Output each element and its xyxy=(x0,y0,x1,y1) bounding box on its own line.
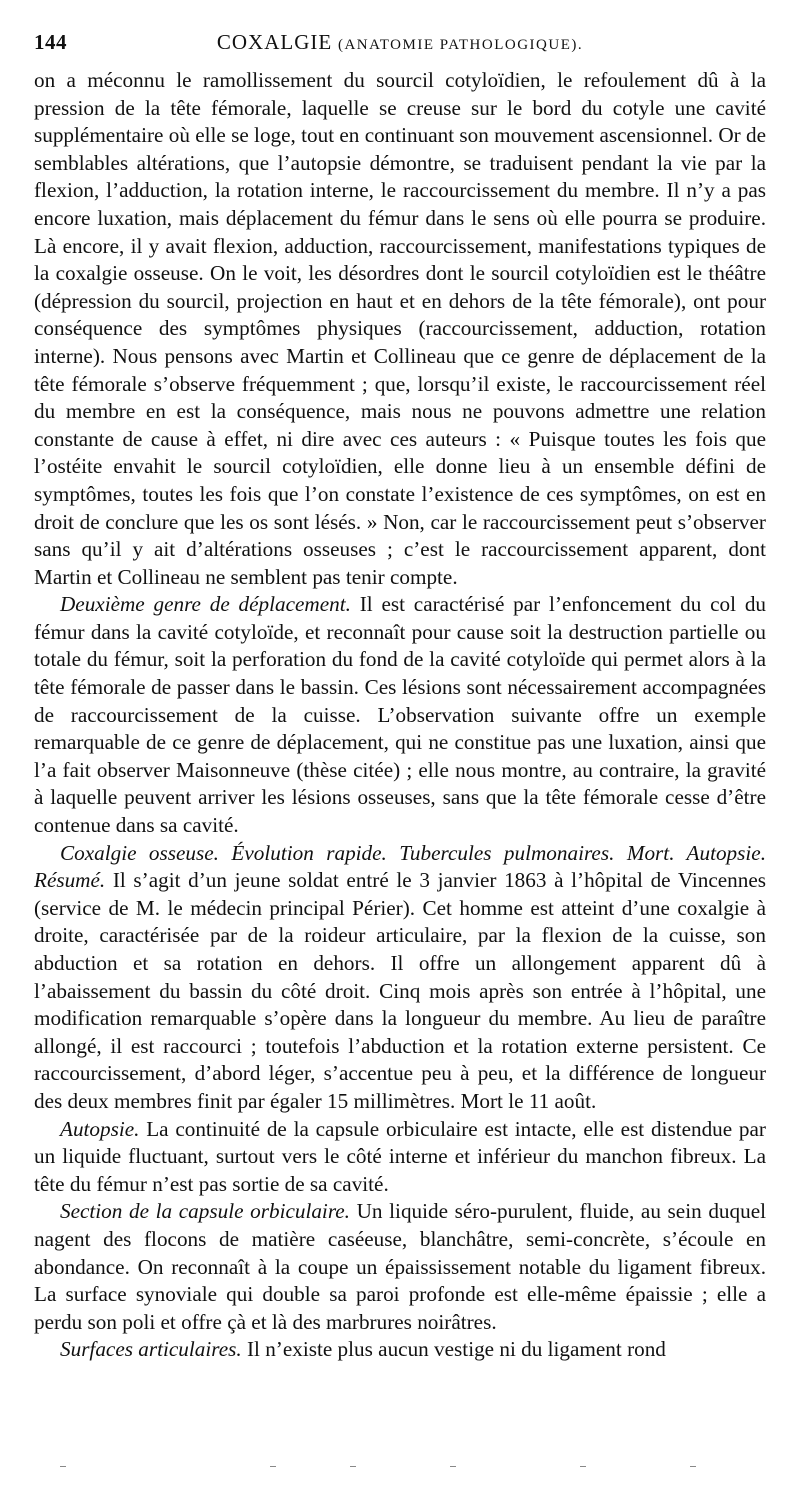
running-title-subtitle: (ANATOMIE PATHOLOGIQUE). xyxy=(337,37,584,53)
book-page xyxy=(34,22,766,1364)
paragraph-4-lead: Autopsie. xyxy=(60,1116,140,1141)
scan-speck xyxy=(690,1466,696,1467)
paragraph-4 xyxy=(34,1116,766,1199)
scan-speck xyxy=(350,1466,356,1467)
paragraph-2-text: Il est caractérisé par l’enfoncement du col du fémur dans la cavité cotyloïde, et reconnaît pour cause soit la destruction partielle ou totale du fémur, soit la perforation du fond de la cavité cotyloïde qui permet alors à la tête fémorale de passer dans le bassin. Ces lésions sont nécessairement accompagnées de raccourcissement de la cuisse. L’observation suivante offre un exemple remarquable de ce genre de déplacement, qui ne constitue pas une luxation, ainsi que l’a fait observer Maisonneuve (thèse citée) ; elle nous montre, au contraire, la gravité à laquelle peuvent arriver les lésions osseuses, sans que la tête fémorale cesse d’être contenue dans sa cavité. xyxy=(34,592,767,838)
paragraph-1 xyxy=(34,67,766,591)
scan-specks xyxy=(60,1466,700,1472)
paragraph-1-text: on a méconnu le ramollissement du sourcil cotyloïdien, le refoulement dû à la pression de la tête fémorale, laquelle se creuse sur le bord du cotyle une cavité supplémentaire où elle se loge, tout en continuant son mouvement ascensionnel. Or de semblables altérations, que l’autopsie démontre, se traduisent pendant la vie par la flexion, l’adduction, la rotation interne, le raccourcissement du membre. Il n’y a pas encore luxation, mais déplacement du fémur dans le sens où elle pourra se produire. Là encore, il y avait flexion, adduction, raccourcissement, manifestations typiques de la coxalgie osseuse. On le voit, les désordres dont le sourcil cotyloïdien est le théâtre (dépression du sourcil, projection en haut et en dehors de la tête fémorale), ont pour conséquence des symptômes physiques (raccourcissement, adduction, rotation interne). Nous pensons avec Martin et Collineau que ce genre de déplacement de la tête fémorale s’observe fréquemment ; que, lorsqu’il existe, le raccourcissement réel du membre en est la conséquence, mais nous ne pouvons admettre une relation constante de cause à effet, ni dire avec ces auteurs : « Puisque toutes les fois que l’ostéite envahit le sourcil cotyloïdien, elle donne lieu à un ensemble défini de symptômes, toutes les fois que l’on constate l’existence de ces symptômes, on est en droit de conclure que les os sont lésés. » Non, car le raccourcissement peut s’observer sans qu’il y ait d’altérations osseuses ; c’est le raccourcissement apparent, dont Martin et Collineau ne semblent pas tenir compte. xyxy=(34,68,766,589)
running-header xyxy=(34,22,766,56)
paragraph-2 xyxy=(34,591,766,839)
paragraph-6 xyxy=(34,1336,766,1364)
paragraph-5 xyxy=(34,1198,766,1336)
paragraph-3-lead: Coxalgie osseuse. Évolution rapide. Tubercules pulmonaires. Mort. Autopsie. Résumé. xyxy=(34,840,766,893)
scan-speck xyxy=(580,1466,586,1467)
paragraph-3-text: Il s’agit d’un jeune soldat entré le 3 janvier 1863 à l’hôpital de Vincennes (service de M. le médecin principal Périer). Cet homme est atteint d’une coxalgie à droite, caractérisée par de la roideur articulaire, par la flexion de la cuisse, son abduction et sa rotation en dehors. Il offre un allongement apparent dû à l’abaissement du bassin du côté droit. Cinq mois après son entrée à l’hôpital, une modification remarquable s’opère dans la longueur du membre. Au lieu de paraître allongé, il est raccourci ; toutefois l’abduction et la rotation externe persistent. Ce raccourcissement, d’abord léger, s’accentue peu à peu, et la différence de longueur des deux membres finit par égaler 15 millimètres. Mort le 11 août. xyxy=(34,868,766,1113)
paragraph-4-text: La continuité de la capsule orbiculaire est intacte, elle est distendue par un liquide fluctuant, surtout vers le côté interne et inférieur du manchon fibreux. La tête du fémur n’est pas sortie de sa cavité. xyxy=(34,1116,766,1196)
paragraph-3 xyxy=(34,840,766,1116)
running-title-main: COXALGIE xyxy=(216,30,333,54)
paragraph-5-text: Un liquide séro-purulent, fluide, au sein duquel nagent des flocons de matière caséeuse, blanchâtre, semi-concrète, s’écoule en abondance. On reconnaît à la coupe un épaississement notable du ligament fibreux. La surface synoviale qui double sa paroi profonde est elle-même épaissie ; elle a perdu son poli et offre çà et là des marbrures noirâtres. xyxy=(34,1199,766,1334)
paragraph-2-lead: Deuxième genre de déplacement. xyxy=(60,592,351,617)
scan-speck xyxy=(450,1466,456,1467)
paragraph-6-lead: Surfaces articulaires. xyxy=(60,1337,242,1362)
paragraph-6-text: Il n’existe plus aucun vestige ni du ligament rond xyxy=(241,1337,666,1362)
body-text xyxy=(34,67,766,1364)
running-title xyxy=(34,30,766,55)
scan-speck xyxy=(270,1466,276,1467)
paragraph-5-lead: Section de la capsule orbiculaire. xyxy=(60,1199,350,1224)
scan-speck xyxy=(60,1466,66,1467)
page-number: 144 xyxy=(34,30,67,54)
